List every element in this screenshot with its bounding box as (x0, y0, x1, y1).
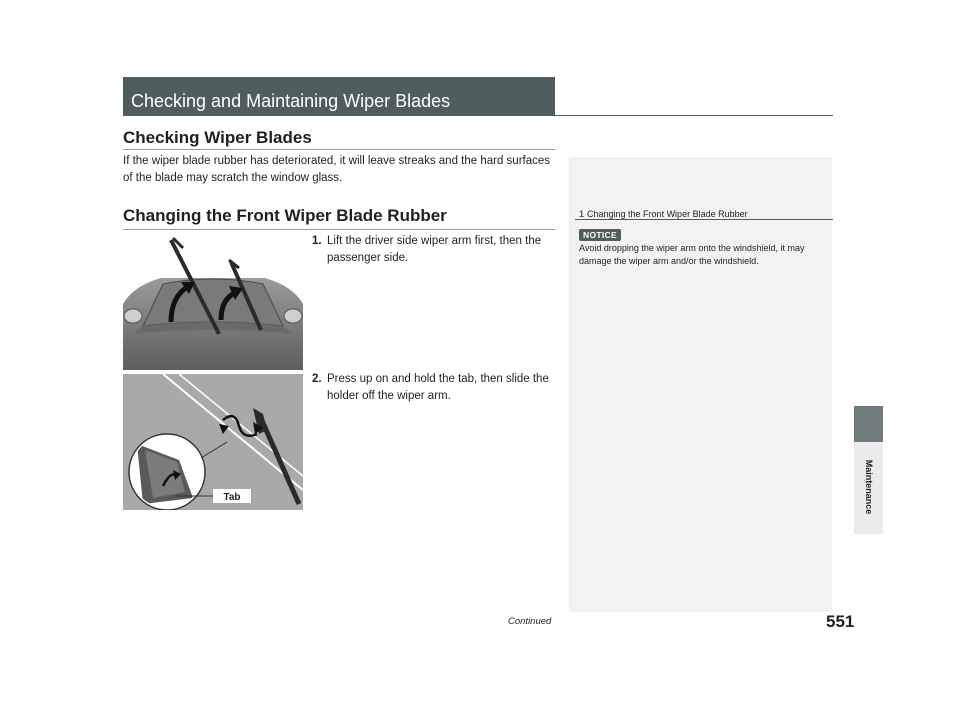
sidebar-text: Avoid dropping the wiper arm onto the windshield, it may damage the wiper arm and/or the windshield. (579, 243, 805, 266)
sidebar-rule (575, 219, 833, 220)
sidebar-marker: 1 (579, 209, 585, 219)
checking-text: If the wiper blade rubber has deteriorated, it will leave streaks and the hard surfaces of the blade may scratch the window glass. (123, 155, 551, 184)
step-2-number: 2. (312, 373, 322, 385)
chapter-tab (854, 440, 883, 534)
step-1 (312, 233, 571, 267)
page-number: 551 (826, 612, 855, 631)
changing-heading: Changing the Front Wiper Blade Rubber (123, 206, 447, 225)
sidebar-title-text: Changing the Front Wiper Blade Rubber (587, 209, 748, 219)
tab-callout-label: Tab (223, 492, 241, 503)
step-2-text: Press up on and hold the tab, then slide the holder off the wiper arm. (327, 373, 549, 402)
notice-badge: NOTICE (579, 229, 621, 241)
wiper-tab-figure (123, 374, 303, 510)
header-rule (123, 115, 833, 116)
windshield-figure (123, 234, 303, 370)
step-1-text: Lift the driver side wiper arm first, then the passenger side. (327, 235, 542, 264)
chapter-tab-label: Maintenance (863, 459, 874, 515)
checking-heading: Checking Wiper Blades (123, 128, 312, 147)
sidebar-panel (569, 157, 832, 612)
chapter-tab-marker (854, 406, 883, 442)
continued-label: Continued (508, 616, 552, 627)
step-2 (312, 371, 571, 405)
changing-rule (123, 229, 555, 230)
sidebar-title (579, 209, 748, 219)
checking-rule (123, 149, 555, 150)
step-1-number: 1. (312, 235, 322, 247)
page-title: Checking and Maintaining Wiper Blades (131, 91, 451, 111)
